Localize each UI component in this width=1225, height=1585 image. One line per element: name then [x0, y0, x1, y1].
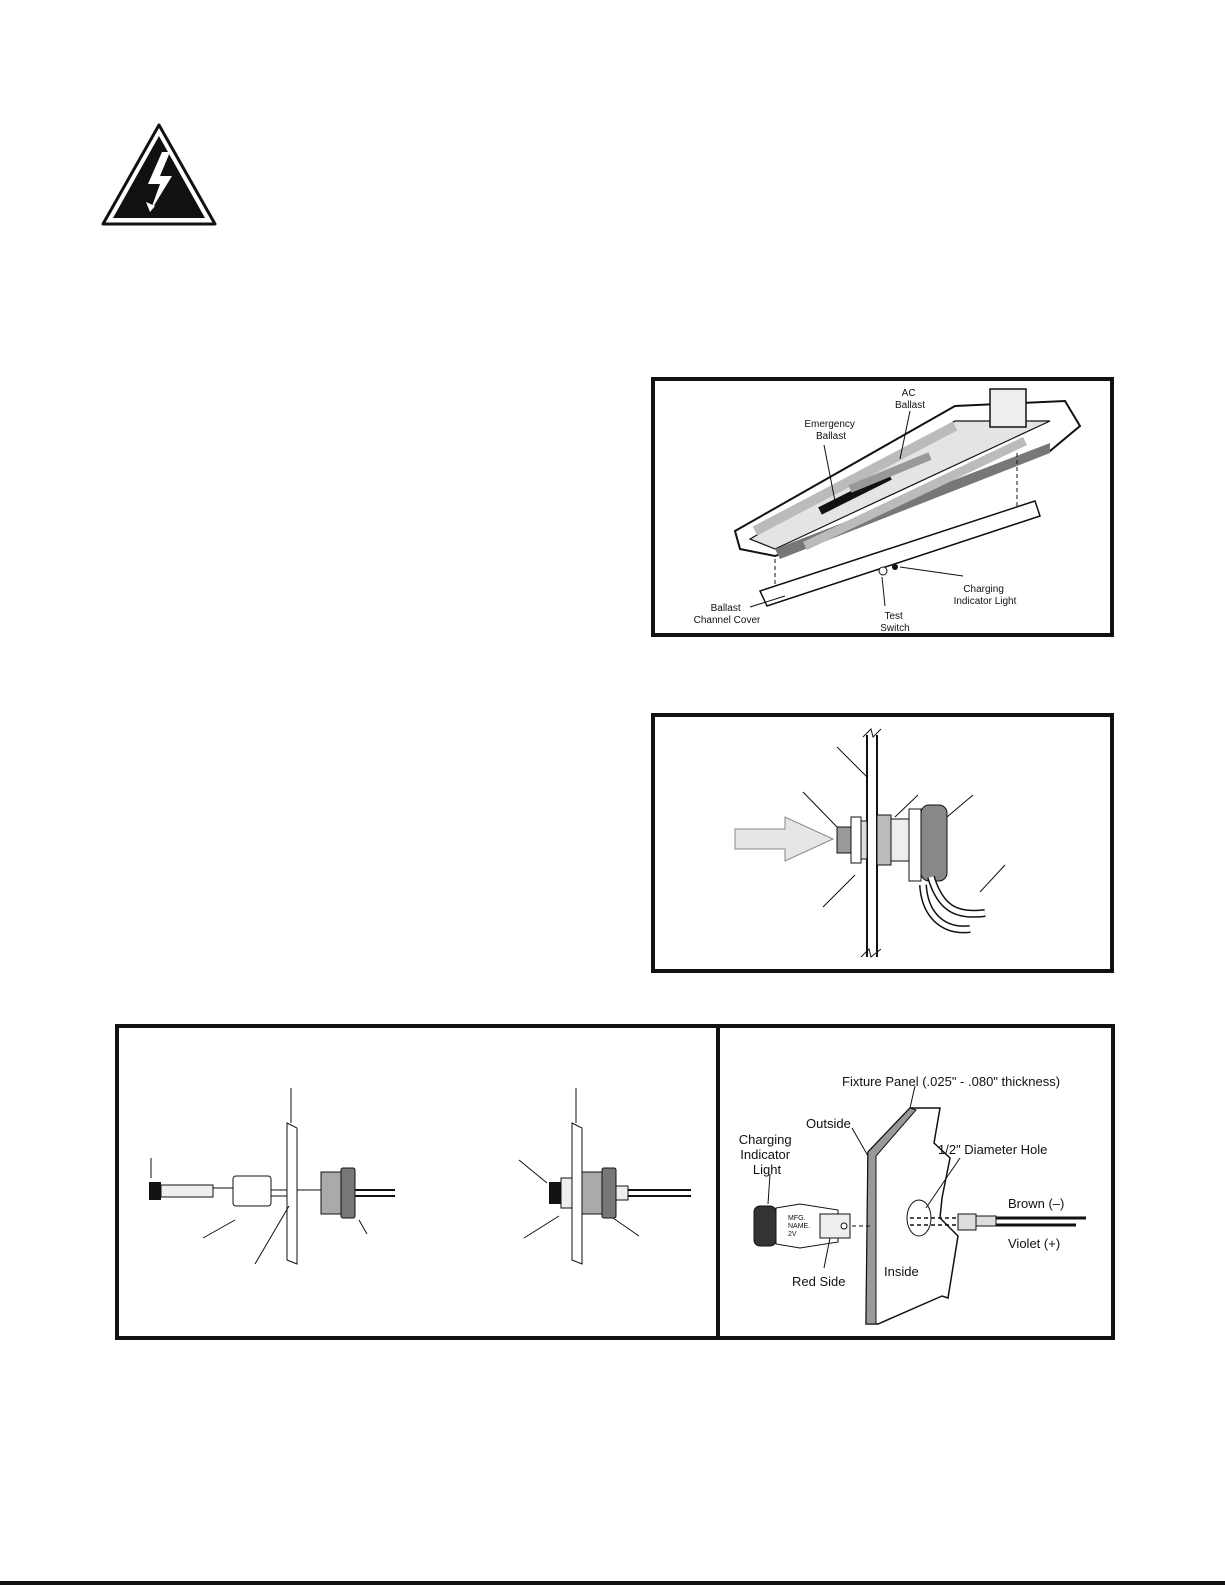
fig1-label-ac-ballast-1: AC	[901, 388, 916, 399]
fig4-label-fixture-panel: Fixture Panel (.025" - .080" thickness)	[842, 1074, 1061, 1089]
fig4-label-violet: Violet (+)	[1008, 1236, 1061, 1251]
fig1-label-cover-2: Channel Cover	[693, 615, 761, 626]
figure-indicator-assembly	[115, 1024, 720, 1340]
fig1-label-test-switch-2: Switch	[880, 623, 910, 633]
fig1-label-emergency-ballast-2: Ballast	[815, 431, 847, 442]
svg-text:Charging Indicator	[739, 1132, 795, 1177]
fig1-label-charging-2: Indicator Light	[953, 596, 1017, 607]
fig1-label-test-switch-1: Test	[884, 611, 903, 622]
fig4-light-marking-3: 2V	[788, 1231, 797, 1238]
fig4-light-marking-1: MFG.	[788, 1215, 806, 1222]
electrical-hazard-icon	[100, 122, 218, 228]
fig4-label-charging-3: Light	[752, 1162, 782, 1177]
fig1-label-ac-ballast-2: Ballast	[894, 400, 926, 411]
svg-text:Charging Indicator Light	[954, 584, 1017, 607]
fig4-label-brown: Brown (–)	[1008, 1196, 1065, 1211]
svg-text:Test Switch	[880, 611, 909, 633]
fig4-label-red-side: Red Side	[792, 1274, 846, 1289]
figure-fixture-ballast	[651, 377, 1114, 637]
fig1-label-emergency-ballast-1: Emergency	[804, 419, 855, 430]
figure-switch-mounting	[651, 713, 1114, 973]
fig1-label-charging-1: Charging	[963, 584, 1004, 595]
page-bottom-rule	[0, 1581, 1225, 1585]
svg-text:AC Ballast	[895, 388, 925, 411]
fig4-label-charging-2: Indicator	[740, 1147, 791, 1162]
svg-text:Emergency Ballast	[804, 419, 857, 442]
fig1-label-cover-1: Ballast	[710, 603, 741, 614]
fig4-label-charging-1: Charging	[738, 1132, 792, 1147]
fig4-label-inside: Inside	[884, 1264, 919, 1279]
fig4-label-outside: Outside	[806, 1116, 851, 1131]
figure-indicator-installation	[716, 1024, 1115, 1340]
fig4-label-hole: 1/2" Diameter Hole	[938, 1142, 1048, 1157]
fig4-light-marking-2: NAME.	[788, 1223, 811, 1230]
